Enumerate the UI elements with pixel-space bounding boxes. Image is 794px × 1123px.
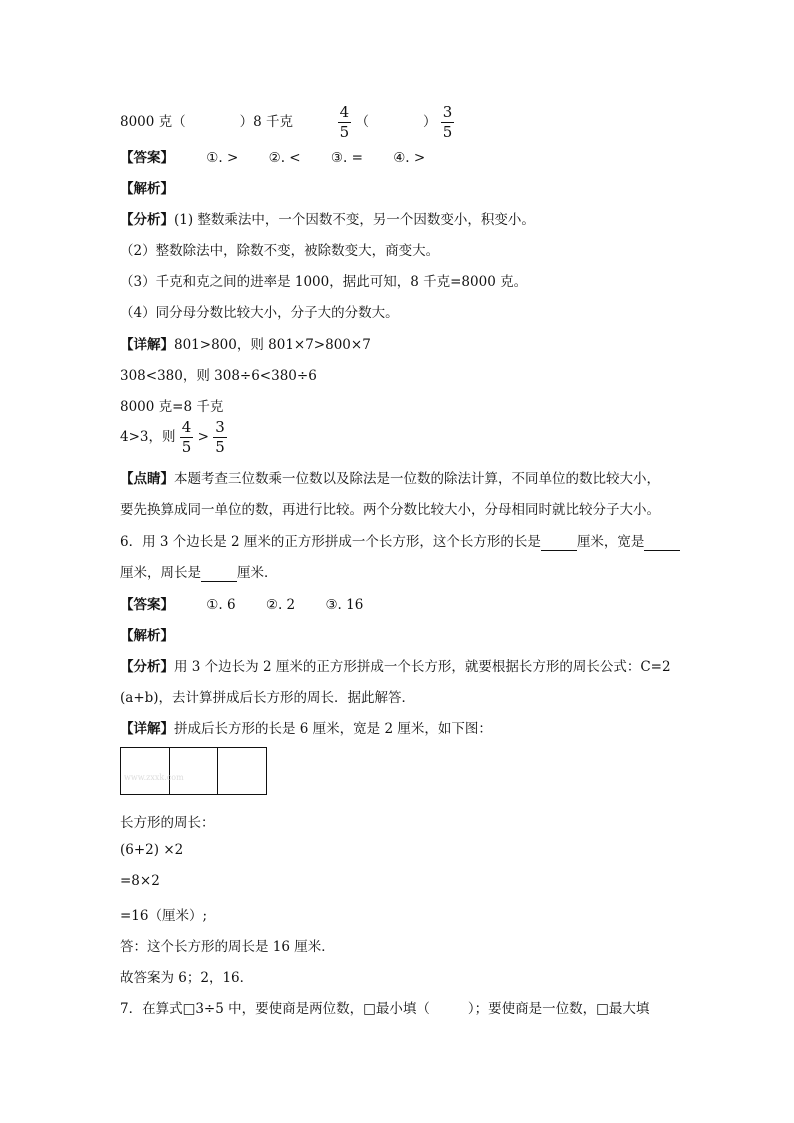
q5-fenxi-3: （3）千克和克之间的进率是 1000，据此可知，8 千克=8000 克。 — [120, 274, 528, 290]
q5-detail-2: 308<380，则 308÷6<380÷6 — [120, 368, 317, 384]
q6-question-line-2 — [120, 561, 278, 582]
q6-text-a: 6．用 3 个边长是 2 厘米的正方形拼成一个长方形，这个长方形的长是 — [120, 534, 541, 550]
fraction-4-5 — [180, 420, 194, 455]
q7-text-b: ）；要使商是一位数，□最大填 — [467, 1001, 650, 1017]
blank-paren: （ ） — [355, 114, 437, 130]
detail-text: 801>800，则 801×7>800×7 — [174, 337, 371, 353]
q6-answer-line — [120, 593, 363, 613]
answer-item-3: ③. 16 — [325, 597, 364, 613]
answer-label: 【答案】 — [120, 597, 174, 613]
analysis-label: 【解析】 — [120, 628, 174, 644]
perimeter-label: 长方形的周长： — [120, 815, 215, 831]
square-cell — [121, 748, 170, 794]
q6-text-d: 厘米． — [237, 565, 278, 581]
fraction-3-5 — [441, 105, 455, 140]
detail-label: 【详解】 — [120, 337, 174, 353]
answer-blank — [644, 534, 680, 551]
detail-label: 【详解】 — [120, 721, 174, 737]
q5-dianjing-2: 要先换算成同一单位的数，再进行比较。两个分数比较大小，分母相同时就比较分子大小。 — [120, 502, 660, 518]
fraction-denominator: 5 — [181, 438, 192, 456]
conclusion-line: 答：这个长方形的周长是 16 厘米． — [120, 939, 335, 955]
analysis-label: 【解析】 — [120, 181, 174, 197]
calc-line-3: =16（厘米）; — [120, 908, 208, 924]
fraction-numerator: 3 — [215, 418, 225, 436]
rectangle-figure — [120, 747, 267, 795]
q6-fenxi-1 — [120, 655, 671, 675]
detail-text: 拼成后长方形的长是 6 厘米，宽是 2 厘米，如下图： — [174, 721, 492, 737]
q6-question-line-1 — [120, 530, 680, 551]
square-cell — [170, 748, 219, 794]
calc-line-1: (6+2) ×2 — [120, 842, 184, 858]
answer-blank — [201, 565, 237, 582]
answer-item-2: ②. < — [268, 150, 301, 166]
q5-answer-line — [120, 146, 425, 166]
q6-text-b: 厘米，宽是 — [576, 534, 645, 550]
q5-left-text: 8000 克（ ）8 千克 — [120, 114, 294, 130]
fenxi-label: 【分析】 — [120, 212, 174, 228]
fraction-numerator: 4 — [339, 103, 350, 121]
q5-fenxi-2: （2）整数除法中，除数不变，被除数变大，商变大。 — [120, 243, 440, 259]
q5-detail-1 — [120, 333, 371, 353]
fraction-numerator: 4 — [181, 418, 192, 436]
q5-detail-3: 8000 克=8 千克 — [120, 399, 224, 415]
q7-text-a: 7．在算式□3÷5 中，要使商是两位数，□最小填（ — [120, 1001, 430, 1017]
fraction-denominator: 5 — [339, 123, 350, 141]
detail-4-prefix: 4>3，则 — [120, 429, 176, 445]
fraction-denominator: 5 — [442, 123, 453, 141]
q6-fenxi-2: (a+b)，去计算拼成后长方形的周长．据此解答． — [120, 690, 416, 706]
q5-question-line — [120, 105, 454, 140]
fenxi-text: 用 3 个边长为 2 厘米的正方形拼成一个长方形，就要根据长方形的周长公式：C=2 — [174, 659, 671, 675]
fenxi-label: 【分析】 — [120, 659, 174, 675]
answer-item-2: ②. 2 — [265, 597, 296, 613]
q5-dianjing-1 — [120, 467, 660, 487]
answer-item-1: ①. 6 — [206, 597, 236, 613]
q5-fenxi-1 — [120, 208, 535, 228]
fraction-4-5 — [338, 105, 352, 140]
answer-item-4: ④. > — [393, 150, 426, 166]
calc-line-2: =8×2 — [120, 873, 160, 889]
fraction-numerator: 3 — [442, 103, 453, 121]
comparison-operator: > — [197, 429, 209, 445]
fraction-3-5 — [213, 420, 227, 455]
q7-question-line — [120, 997, 649, 1017]
answer-label: 【答案】 — [120, 150, 174, 166]
answer-item-3: ③. = — [330, 150, 363, 166]
watermark: www.zxxk.com — [124, 773, 184, 782]
fraction-denominator: 5 — [215, 438, 225, 456]
answer-blank — [541, 534, 577, 551]
fenxi-text: (1) 整数乘法中，一个因数不变，另一个因数变小，积变小。 — [174, 212, 535, 228]
square-cell — [218, 748, 266, 794]
q6-text-c: 厘米，周长是 — [120, 565, 201, 581]
q5-detail-4 — [120, 420, 227, 455]
dianjing-text: 本题考查三位数乘一位数以及除法是一位数的除法计算，不同单位的数比较大小， — [174, 471, 660, 487]
answer-item-1: ①. > — [206, 150, 239, 166]
q6-detail-1 — [120, 717, 492, 737]
final-answer-line: 故答案为 6；2，16． — [120, 970, 254, 986]
q5-fenxi-4: （4）同分母分数比较大小，分子大的分数大。 — [120, 305, 399, 321]
dianjing-label: 【点睛】 — [120, 471, 174, 487]
